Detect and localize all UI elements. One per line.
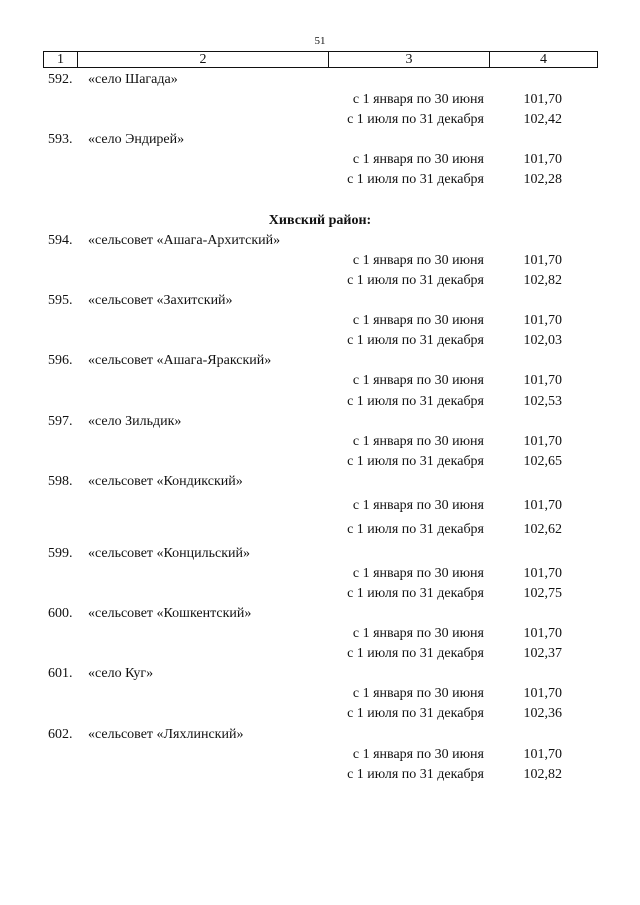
- entry-number: 598.: [48, 474, 73, 489]
- index-value: 101,70: [523, 434, 562, 449]
- index-value: 101,70: [523, 626, 562, 641]
- period-label: с 1 января по 30 июня: [352, 626, 484, 641]
- period-label: с 1 июля по 31 декабря: [347, 394, 484, 409]
- period-label: с 1 января по 30 июня: [352, 498, 484, 513]
- period-label: с 1 июля по 31 декабря: [347, 767, 484, 782]
- index-value: 102,42: [523, 112, 562, 127]
- period-label: с 1 января по 30 июня: [352, 566, 484, 581]
- entry-number: 593.: [48, 132, 73, 147]
- index-value: 102,65: [523, 454, 562, 469]
- entry-name: «село Шагада»: [88, 72, 178, 87]
- period-label: с 1 июля по 31 декабря: [347, 646, 484, 661]
- period-label: с 1 июля по 31 декабря: [347, 273, 484, 288]
- column-header-1: 1: [44, 52, 78, 68]
- entry-number: 595.: [48, 293, 73, 308]
- index-value: 102,28: [523, 172, 562, 187]
- entry-name: «сельсовет «Ляхлинский»: [88, 727, 244, 742]
- index-value: 102,36: [523, 706, 562, 721]
- index-value: 101,70: [523, 747, 562, 762]
- period-label: с 1 июля по 31 декабря: [347, 454, 484, 469]
- index-value: 101,70: [523, 686, 562, 701]
- entry-number: 592.: [48, 72, 73, 87]
- period-label: с 1 июля по 31 декабря: [347, 522, 484, 537]
- period-label: с 1 июля по 31 декабря: [347, 706, 484, 721]
- column-header-3: 3: [329, 52, 490, 68]
- entry-number: 597.: [48, 414, 73, 429]
- period-label: с 1 июля по 31 декабря: [347, 333, 484, 348]
- index-value: 101,70: [523, 373, 562, 388]
- period-label: с 1 июля по 31 декабря: [347, 112, 484, 127]
- district-heading: Хивский район:: [268, 213, 372, 228]
- period-label: с 1 июля по 31 декабря: [347, 172, 484, 187]
- index-value: 101,70: [523, 566, 562, 581]
- page-number: 51: [314, 35, 326, 47]
- index-value: 102,37: [523, 646, 562, 661]
- period-label: с 1 января по 30 июня: [352, 434, 484, 449]
- period-label: с 1 июля по 31 декабря: [347, 586, 484, 601]
- entry-number: 599.: [48, 546, 73, 561]
- index-value: 101,70: [523, 313, 562, 328]
- entry-name: «сельсовет «Кошкентский»: [88, 606, 252, 621]
- entry-number: 602.: [48, 727, 73, 742]
- index-value: 101,70: [523, 253, 562, 268]
- index-value: 102,82: [523, 273, 562, 288]
- entry-name: «сельсовет «Кондикский»: [88, 474, 243, 489]
- entry-name: «сельсовет «Ашага-Архитский»: [88, 233, 281, 248]
- entry-number: 596.: [48, 353, 73, 368]
- entry-name: «село Зильдик»: [88, 414, 182, 429]
- period-label: с 1 января по 30 июня: [352, 152, 484, 167]
- entry-name: «село Эндирей»: [88, 132, 185, 147]
- entry-name: «сельсовет «Концильский»: [88, 546, 251, 561]
- entry-number: 594.: [48, 233, 73, 248]
- period-label: с 1 января по 30 июня: [352, 686, 484, 701]
- entry-name: «сельсовет «Захитский»: [88, 293, 233, 308]
- entry-name: «село Куг»: [88, 666, 154, 681]
- entry-number: 600.: [48, 606, 73, 621]
- column-header-4: 4: [490, 52, 598, 68]
- index-value: 101,70: [523, 92, 562, 107]
- entry-name: «сельсовет «Ашага-Яракский»: [88, 353, 272, 368]
- index-value: 101,70: [523, 152, 562, 167]
- index-value: 102,53: [523, 394, 562, 409]
- index-value: 101,70: [523, 498, 562, 513]
- index-value: 102,82: [523, 767, 562, 782]
- period-label: с 1 января по 30 июня: [352, 92, 484, 107]
- period-label: с 1 января по 30 июня: [352, 373, 484, 388]
- period-label: с 1 января по 30 июня: [352, 313, 484, 328]
- column-header-2: 2: [78, 52, 329, 68]
- index-value: 102,62: [523, 522, 562, 537]
- entry-number: 601.: [48, 666, 73, 681]
- index-value: 102,75: [523, 586, 562, 601]
- period-label: с 1 января по 30 июня: [352, 253, 484, 268]
- period-label: с 1 января по 30 июня: [352, 747, 484, 762]
- index-value: 102,03: [523, 333, 562, 348]
